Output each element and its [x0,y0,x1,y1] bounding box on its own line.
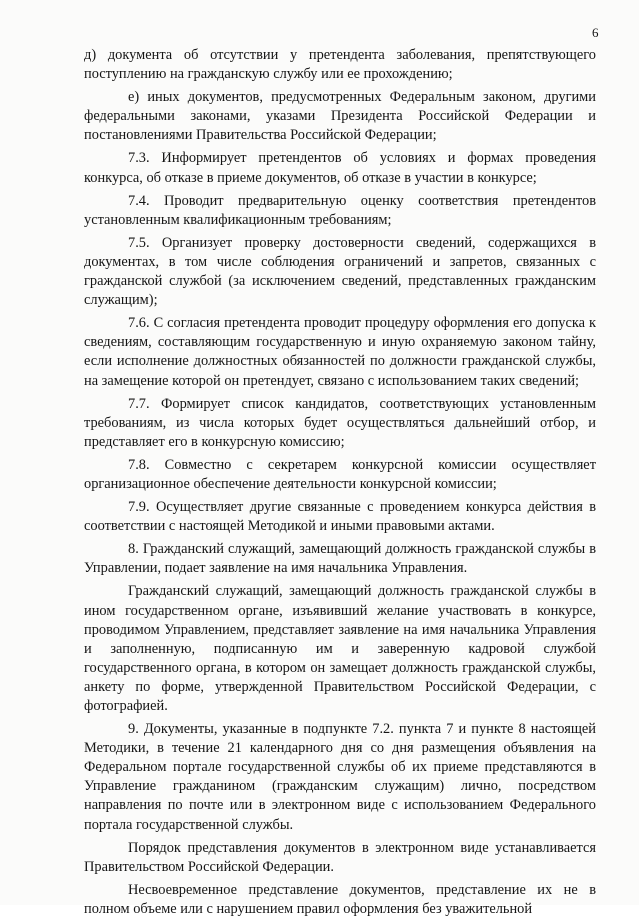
paragraph-7-6: 7.6. С согласия претендента проводит процедуру оформления его допуска к сведениям, составляющим государственную и иную охраняемую законом тайну, если исполнение должностных обязанностей по должности гражданской службы, на замещение которой он претендует, связано с использованием таких сведений; [84,315,596,389]
paragraph-7-9: 7.9. Осуществляет другие связанные с проведением конкурса действия в соответствии с настоящей Методикой и иными правовыми актами. [84,499,596,535]
paragraph-7-5: 7.5. Организует проверку достоверности сведений, содержащихся в документах, в том числе соблюдения ограничений и запретов, связанных с гражданской службой (за исключением сведений, представленных гражданским служащим); [84,234,596,309]
paragraph-electronic-procedure: Порядок представления документов в электронном виде устанавливается Правительством Российской Федерации. [84,839,596,875]
paragraph-7-4: 7.4. Проводит предварительную оценку соответствия претендентов установленным квалификационным требованиям; [84,192,596,228]
paragraph-item-e: е) иных документов, предусмотренных Федеральным законом, другими федеральными законами, указами Президента Российской Федерации и постановлениями Правительства Российской Федерации; [84,89,596,144]
paragraph-8-other-agency: Гражданский служащий, замещающий должность гражданской службы в ином государственном органе, изъявивший желание участвовать в конкурсе, проводимом Управлением, представляет заявление на имя начальника Управления и заполненную, подписанную им и заверенную кадровой службой государственного органа, в котором он замещает должность гражданской службы, анкету по форме, утвержденной Правительством Российской Федерации, с фотографией. [84,583,596,714]
paragraph-9: 9. Документы, указанные в подпункте 7.2. пункта 7 и пункте 8 настоящей Методики, в течение 21 календарного дня со дня размещения объявления на Федеральном портале государственной службы об их приеме представляются в Управление гражданином (гражданским служащим) лично, посредством направления по почте или в электронном виде с использованием Федерального портала государственной службы. [84,721,596,833]
paragraph-late-submission: Несвоевременное представление документов, представление их не в полном объеме или с нарушением правил оформления без уважительной [84,881,596,917]
paragraph-7-7: 7.7. Формирует список кандидатов, соответствующих установленным требованиям, из числа которых будет осуществляться дальнейший отбор, и представляет его в конкурсную комиссию; [84,395,596,450]
paragraph-7-3: 7.3. Информирует претендентов об условиях и формах проведения конкурса, об отказе в приеме документов, об отказе в участии в конкурсе; [84,150,596,186]
paragraph-7-8: 7.8. Совместно с секретарем конкурсной комиссии осуществляет организационное обеспечение деятельности конкурсной комиссии; [84,456,596,492]
paragraph-8: 8. Гражданский служащий, замещающий должность гражданской службы в Управлении, подает заявление на имя начальника Управления. [84,541,596,577]
document-body [84,46,596,923]
paragraph-item-d: д) документа об отсутствии у претендента заболевания, препятствующего поступлению на гражданскую службу или ее прохождению; [84,47,596,83]
page-number: 6 [592,25,599,40]
